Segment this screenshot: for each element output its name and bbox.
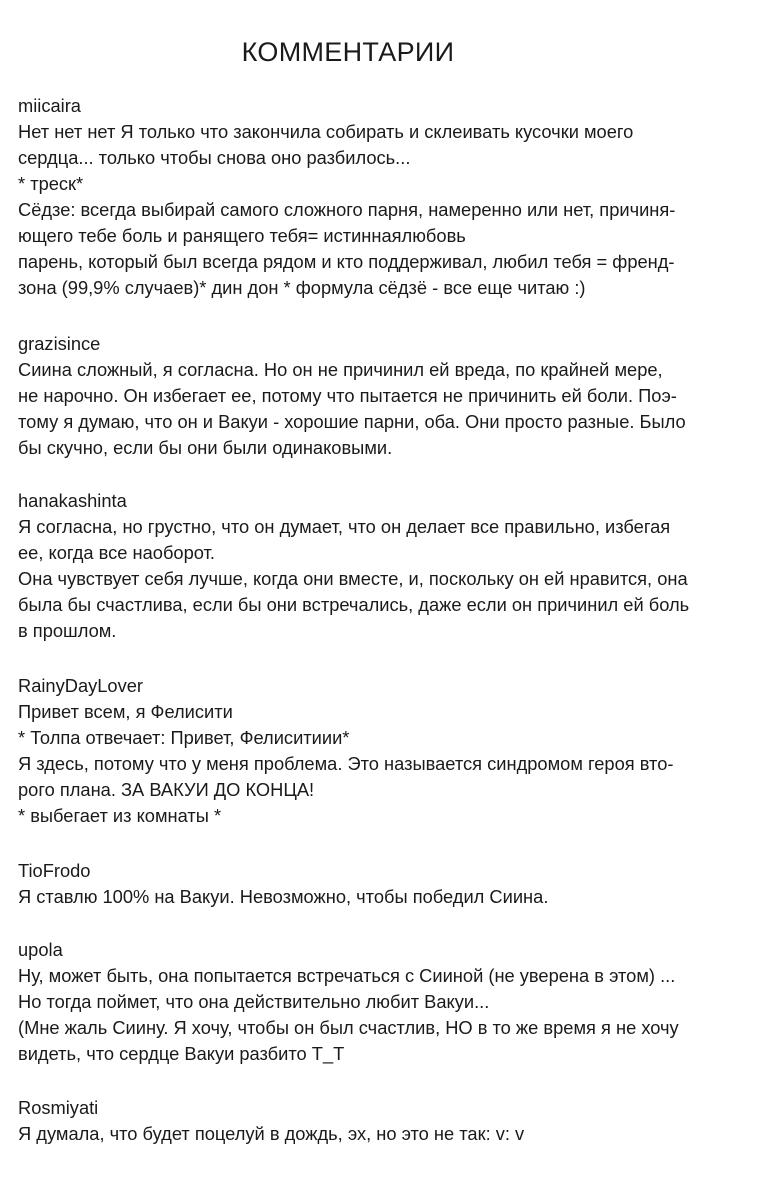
comment-block bbox=[18, 1095, 763, 1147]
comment-line: рого плана. ЗА ВАКУИ ДО КОНЦА! bbox=[18, 779, 315, 800]
comment-line: Нет нет нет Я только что закончила собирать и склеивать кусочки моего bbox=[18, 121, 634, 142]
comment-line: * треск* bbox=[18, 173, 84, 194]
comment-line: парень, который был всегда рядом и кто поддерживал, любил тебя = френд- bbox=[18, 251, 675, 272]
comment-line: * Толпа отвечает: Привет, Фелиситиии* bbox=[18, 727, 350, 748]
comment-author: hanakashinta bbox=[18, 490, 127, 511]
comment-line: Привет всем, я Фелисити bbox=[18, 701, 233, 722]
comment-line: зона (99,9% случаев)* дин дон * формула сёдзё - все еще читаю :) bbox=[18, 277, 586, 298]
comment-line: сердца... только чтобы снова оно разбилось... bbox=[18, 147, 411, 168]
comment-line: в прошлом. bbox=[18, 620, 117, 641]
comment-line: Сёдзе: всегда выбирай самого сложного парня, намеренно или нет, причиня- bbox=[18, 199, 676, 220]
comment-author: Rosmiyati bbox=[18, 1097, 99, 1118]
comment-line: Но тогда поймет, что она действительно любит Вакуи... bbox=[18, 991, 490, 1012]
comment-line: была бы счастлива, если бы они встречались, даже если он причинил ей боль bbox=[18, 594, 690, 615]
comment-line: Я ставлю 100% на Вакуи. Невозможно, чтобы победил Сиина. bbox=[18, 886, 549, 907]
comment-line: бы скучно, если бы они были одинаковыми. bbox=[18, 437, 393, 458]
comment-block bbox=[18, 858, 763, 910]
comment-line: ющего тебе боль и ранящего тебя= истиннаялюбовь bbox=[18, 225, 466, 246]
comment-line: Ну, может быть, она попытается встречаться с Сииной (не уверена в этом) ... bbox=[18, 965, 676, 986]
comment-author: grazisince bbox=[18, 333, 101, 354]
comment-line: Я думала, что будет поцелуй в дождь, эх, но это не так: v: v bbox=[18, 1123, 525, 1144]
comment-block bbox=[18, 937, 763, 1067]
comment-block bbox=[18, 331, 763, 461]
comment-line: * выбегает из комнаты * bbox=[18, 805, 222, 826]
comment-author: RainyDayLover bbox=[18, 675, 143, 696]
comment-line: Сиина сложный, я согласна. Но он не причинил ей вреда, по крайней мере, bbox=[18, 359, 663, 380]
comment-line: Я согласна, но грустно, что он думает, что он делает все правильно, избегая bbox=[18, 516, 671, 537]
comment-line: Она чувствует себя лучше, когда они вместе, и, поскольку он ей нравится, она bbox=[18, 568, 688, 589]
comment-block bbox=[18, 673, 763, 829]
comment-line: ее, когда все наоборот. bbox=[18, 542, 215, 563]
comment-line: (Мне жаль Сиину. Я хочу, чтобы он был счастлив, НО в то же время я не хочу bbox=[18, 1017, 679, 1038]
comment-line: видеть, что сердце Вакуи разбито T_T bbox=[18, 1043, 345, 1064]
comment-block bbox=[18, 93, 763, 301]
comment-block bbox=[18, 488, 763, 644]
comment-author: upola bbox=[18, 939, 63, 960]
comment-author: miicaira bbox=[18, 95, 81, 116]
comment-line: не нарочно. Он избегает ее, потому что пытается не причинить ей боли. Поэ- bbox=[18, 385, 677, 406]
comment-line: тому я думаю, что он и Вакуи - хорошие парни, оба. Они просто разные. Было bbox=[18, 411, 686, 432]
comment-author: TioFrodo bbox=[18, 860, 91, 881]
comment-line: Я здесь, потому что у меня проблема. Это называется синдромом героя вто- bbox=[18, 753, 674, 774]
page-title: КОММЕНТАРИИ bbox=[241, 37, 455, 67]
